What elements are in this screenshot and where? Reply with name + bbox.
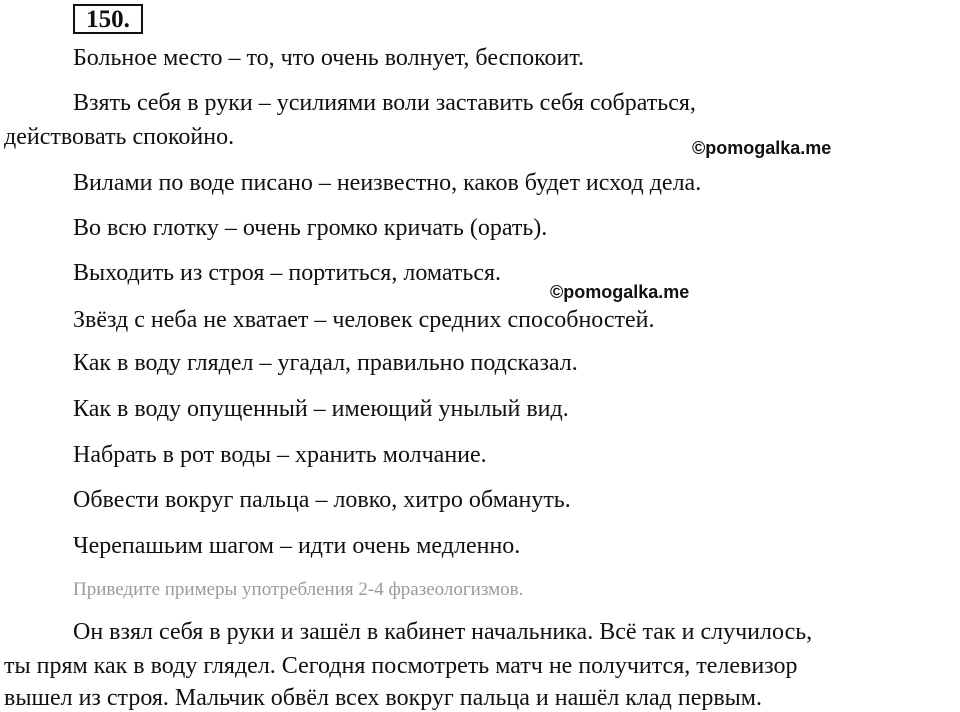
answer-line: Он взял себя в руки и зашёл в кабинет начальника. Всё так и случилось, bbox=[73, 619, 813, 645]
definition-line: Вилами по воде писано – неизвестно, каков будет исход дела. bbox=[73, 170, 702, 196]
definition-line: Выходить из строя – портиться, ломаться. bbox=[73, 260, 502, 286]
task-prompt: Приведите примеры употребления 2-4 фразеологизмов. bbox=[73, 579, 524, 600]
definition-line: Как в воду глядел – угадал, правильно подсказал. bbox=[73, 350, 578, 376]
exercise-number: 150. bbox=[73, 4, 143, 34]
definition-line: Во всю глотку – очень громко кричать (орать). bbox=[73, 215, 548, 241]
definition-line: Набрать в рот воды – хранить молчание. bbox=[73, 442, 487, 468]
definition-line: Черепашьим шагом – идти очень медленно. bbox=[73, 533, 521, 559]
definition-line: Звёзд с неба не хватает – человек средних способностей. bbox=[73, 307, 655, 333]
answer-line: ты прям как в воду глядел. Сегодня посмотреть матч не получится, телевизор bbox=[4, 653, 798, 679]
watermark: ©pomogalka.me bbox=[550, 282, 690, 302]
watermark: ©pomogalka.me bbox=[692, 138, 832, 158]
answer-line: вышел из строя. Мальчик обвёл всех вокруг пальца и нашёл клад первым. bbox=[4, 685, 762, 711]
definition-line: действовать спокойно. bbox=[4, 124, 235, 150]
definition-line: Взять себя в руки – усилиями воли заставить себя собраться, bbox=[73, 90, 696, 116]
definition-line: Больное место – то, что очень волнует, беспокоит. bbox=[73, 45, 585, 71]
definition-line: Как в воду опущенный – имеющий унылый вид. bbox=[73, 396, 569, 422]
definition-line: Обвести вокруг пальца – ловко, хитро обмануть. bbox=[73, 487, 571, 513]
